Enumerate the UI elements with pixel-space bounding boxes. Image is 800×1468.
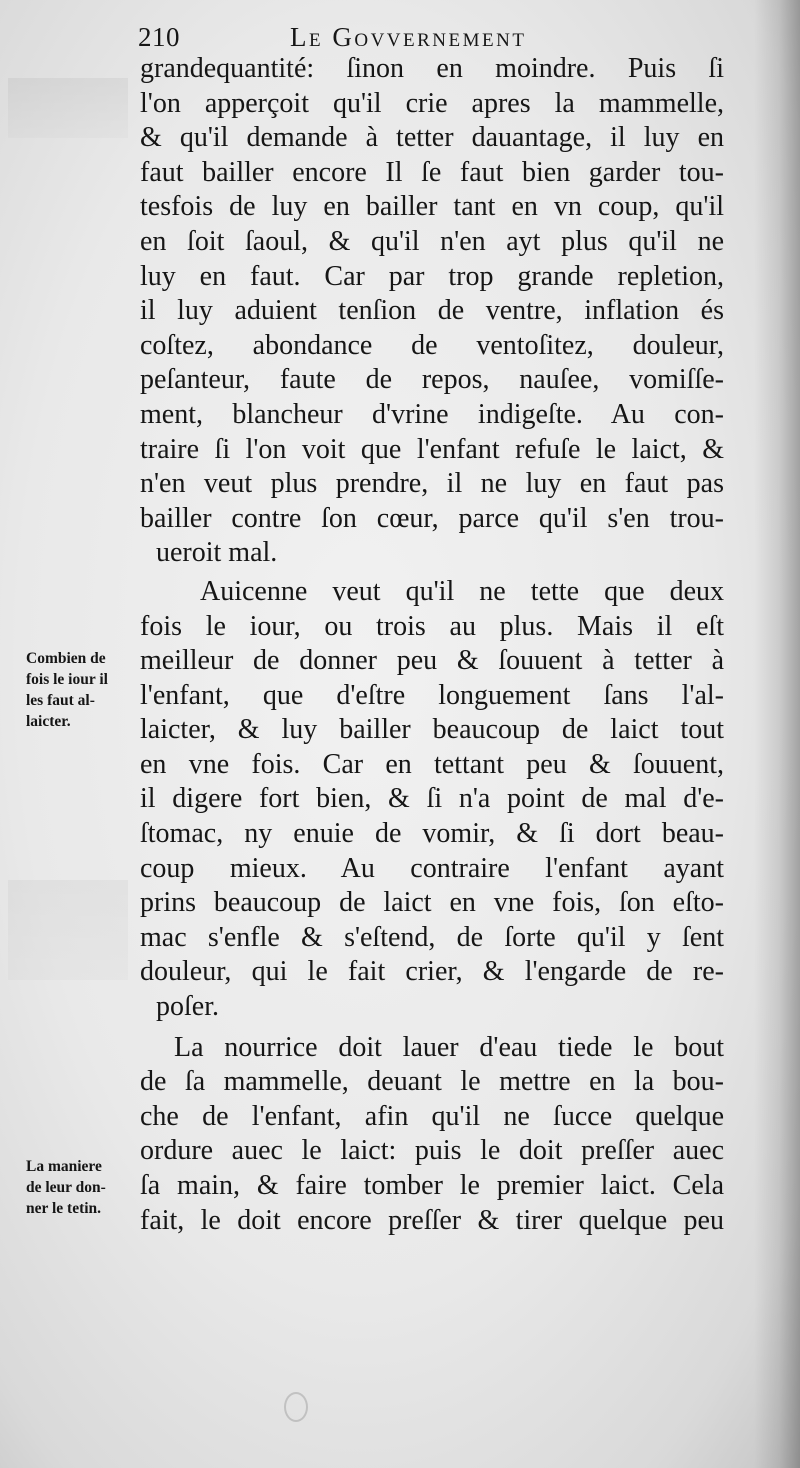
text-line: tesfois de luy en bailler tant en vn coup, qu'il [140,191,724,223]
text-line: peſanteur, faute de repos, nauſee, vomiſſe- [140,364,724,396]
text-line: en vne fois. Car en tettant peu & ſouuent, [140,748,724,780]
text-line: douleur, qui le fait crier, & l'engarde de re- [140,956,724,988]
margin-note-line: La maniere [26,1158,102,1175]
show-through-mid [8,880,128,980]
margin-note-line: les faut al- [26,692,95,709]
margin-note-combien [26,648,154,732]
text-line: de ſa mammelle, deuant le mettre en la bou- [140,1066,724,1098]
text-line: fait, le doit encore preſſer & tirer quelque peu [140,1204,724,1236]
text-line: & qu'il demande à tetter dauantage, il luy en [140,122,724,154]
page-gutter-shadow [754,0,800,1468]
text-line: fois le iour, ou trois au plus. Mais il eſt [140,610,724,642]
running-title: Le Govvernement [290,22,527,52]
text-line: en ſoit ſaoul, & qu'il n'en ayt plus qu'il ne [140,225,724,257]
paper-blemish [284,1392,308,1422]
text-line: luy en faut. Car par trop grande repletion, [140,260,724,292]
page-number: 210 [138,22,180,52]
margin-note-line: fois le iour il [26,671,108,688]
text-line: l'enfant, que d'eſtre longuement ſans l'al- [140,679,724,711]
text-line: ment, blancheur d'vrine indigeſte. Au con- [140,398,724,430]
page-header [0,20,800,56]
paragraph-start-line: La nourrice doit lauer d'eau tiede le bout [174,1031,724,1063]
text-line: coſtez, abondance de ventoſitez, douleur, [140,329,724,361]
margin-note-line: de leur don- [26,1179,106,1196]
margin-note-maniere [26,1156,154,1219]
margin-note-line: laicter. [26,713,71,730]
text-line: faut bailler encore Il ſe faut bien garder tou- [140,156,724,188]
text-line: l'on apperçoit qu'il crie apres la mammelle, [140,87,724,119]
text-line: bailler contre ſon cœur, parce qu'il s'en trou- [140,502,724,534]
margin-note-line: ner le tetin. [26,1200,102,1217]
text-line: traire ſi l'on voit que l'enfant refuſe le laict, & [140,433,724,465]
text-line: prins beaucoup de laict en vne fois, ſon eſto- [140,887,724,919]
text-line: il luy aduient tenſion de ventre, inflation és [140,295,724,327]
text-line: ſtomac, ny enuie de vomir, & ſi dort beau- [140,818,724,850]
text-line: meilleur de donner peu & ſouuent à tetter à [140,645,724,677]
text-line: che de l'enfant, afin qu'il ne ſucce quelque [140,1100,724,1132]
margin-note-line: Combien de [26,650,106,667]
text-line-end: poſer. [156,991,219,1023]
text-line-end: ueroit mal. [156,537,278,569]
text-line: coup mieux. Au contraire l'enfant ayant [140,852,724,884]
text-line: ordure auec le laict: puis le doit preſſer auec [140,1135,724,1167]
text-line: mac s'enfle & s'eſtend, de ſorte qu'il y ſent [140,921,724,953]
text-line: il digere fort bien, & ſi n'a point de mal d'e- [140,783,724,815]
paragraph-start-line: Auicenne veut qu'il ne tette que deux [200,575,724,607]
text-line: grandequantité: ſinon en moindre. Puis ſi [140,53,724,84]
body-text [140,52,732,1238]
text-line: n'en veut plus prendre, il ne luy en faut pas [140,468,724,500]
text-line: laicter, & luy bailler beaucoup de laict tout [140,714,724,746]
text-line: ſa main, & faire tomber le premier laict. Cela [140,1170,724,1201]
show-through-left [8,78,128,138]
